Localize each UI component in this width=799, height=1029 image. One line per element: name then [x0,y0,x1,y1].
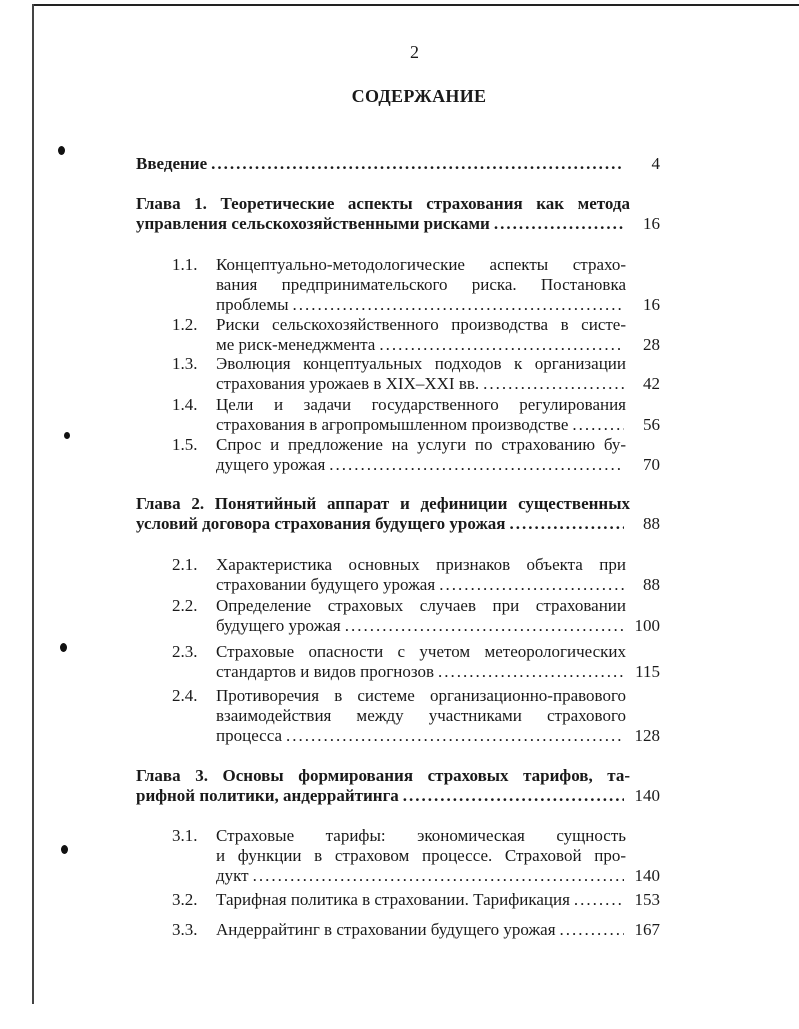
section-title-line: процесса [216,726,283,745]
chapter-title-line: Глава 1. Теоретические аспекты страхования как метода [136,194,630,213]
dot-leader [253,866,624,886]
section-number: 1.5. [172,435,198,454]
toc-section [172,255,660,315]
toc-page: 56 [643,415,660,434]
toc-page: 153 [634,890,660,909]
toc-page: 88 [643,514,660,533]
dot-leader [438,662,624,682]
toc-page: 28 [643,335,660,354]
section-title-line: стандартов и видов прогнозов [216,662,434,681]
dot-leader [560,920,624,940]
section-number: 1.1. [172,255,198,274]
scan-mark [61,845,68,854]
toc-intro [136,154,660,174]
dot-leader [509,514,624,534]
dot-leader [329,455,624,475]
section-title-line: страхования урожаев в XIX–XXI вв. [216,374,480,393]
section-title-line: будущего урожая [216,616,341,635]
toc-page: 4 [651,154,660,173]
dot-leader [293,295,624,315]
toc-chapter [136,494,660,534]
toc-page: 70 [643,455,660,474]
dot-leader [439,575,624,595]
dot-leader [211,154,624,174]
chapter-title-line: Глава 2. Понятийный аппарат и дефиниции существенных [136,494,630,513]
page-title: СОДЕРЖАНИЕ [351,86,487,106]
section-title-line: Характеристика основных признаков объекта при [216,555,626,574]
section-number: 2.2. [172,596,198,615]
section-number: 1.2. [172,315,198,334]
toc-page: 128 [634,726,660,745]
dot-leader [574,890,624,910]
toc-page: 167 [634,920,660,939]
toc-page: 42 [643,374,660,393]
toc-section [172,555,660,595]
section-number: 2.1. [172,555,198,574]
section-number: 3.3. [172,920,198,939]
section-title-line: дукт [216,866,249,885]
section-title-line: Противоречия в системе организационно-правового [216,686,626,705]
section-title-line: ме риск-менеджмента [216,335,376,354]
section-title-line: Спрос и предложение на услуги по страхованию бу- [216,435,626,454]
section-number: 3.2. [172,890,198,909]
toc-section [172,435,660,475]
section-number: 3.1. [172,826,198,845]
section-title-line: Страховые тарифы: экономическая сущность [216,826,626,845]
chapter-title-line: Глава 3. Основы формирования страховых тарифов, та- [136,766,630,785]
dot-leader [345,616,624,636]
toc-page: 140 [634,786,660,805]
toc-chapter [136,194,660,234]
chapter-title-line: управления сельскохозяйственными рисками [136,214,490,233]
toc-section [172,890,660,910]
section-title-line: Определение страховых случаев при страховании [216,596,626,615]
toc-intro-label: Введение [136,154,208,173]
toc-section [172,395,660,435]
toc-section [172,354,660,394]
scan-border-left [32,4,34,1004]
toc-section [172,315,660,355]
dot-leader [572,415,624,435]
toc-section [172,642,660,682]
toc-page: 140 [634,866,660,885]
section-number: 2.3. [172,642,198,661]
toc-section [172,920,660,940]
section-title-line: и функции в страховом процессе. Страховой про- [216,846,626,865]
toc-page: 100 [634,616,660,635]
section-title-line: страховании будущего урожая [216,575,436,594]
section-title-line: проблемы [216,295,289,314]
chapter-title-line: условий договора страхования будущего урожая [136,514,506,533]
section-title-line: Страховые опасности с учетом метеорологических [216,642,626,661]
dot-leader [286,726,624,746]
section-title-line: взаимодействия между участниками страхового [216,706,626,725]
section-title-line: Концептуально-методологические аспекты страхо- [216,255,626,274]
toc-page: 88 [643,575,660,594]
section-title-line: дущего урожая [216,455,326,474]
toc-section [172,596,660,636]
dot-leader [379,335,624,355]
section-number: 1.4. [172,395,198,414]
section-title-line: вания предпринимательского риска. Постановка [216,275,626,294]
section-number: 2.4. [172,686,198,705]
scan-border-top [32,4,799,6]
dot-leader [494,214,624,234]
section-title-line: Тарифная политика в страховании. Тарификация [216,890,570,909]
toc-page: 115 [635,662,660,681]
chapter-title-line: рифной политики, андеррайтинга [136,786,399,805]
section-title-line: Цели и задачи государственного регулирования [216,395,626,414]
toc-page: 16 [643,214,660,233]
toc-chapter [136,766,660,806]
scan-mark [64,432,70,439]
scan-mark [60,643,67,652]
section-number: 1.3. [172,354,198,373]
scan-mark [58,146,65,155]
dot-leader [483,374,624,394]
toc-page: 16 [643,295,660,314]
toc-section [172,686,660,746]
page-number: 2 [410,42,419,62]
section-title-line: Риски сельскохозяйственного производства в систе- [216,315,626,334]
section-title-line: Эволюция концептуальных подходов к организации [216,354,626,373]
section-title-line: Андеррайтинг в страховании будущего урожая [216,920,556,939]
section-title-line: страхования в агропромышленном производстве [216,415,569,434]
dot-leader [403,786,624,806]
toc-section [172,826,660,886]
